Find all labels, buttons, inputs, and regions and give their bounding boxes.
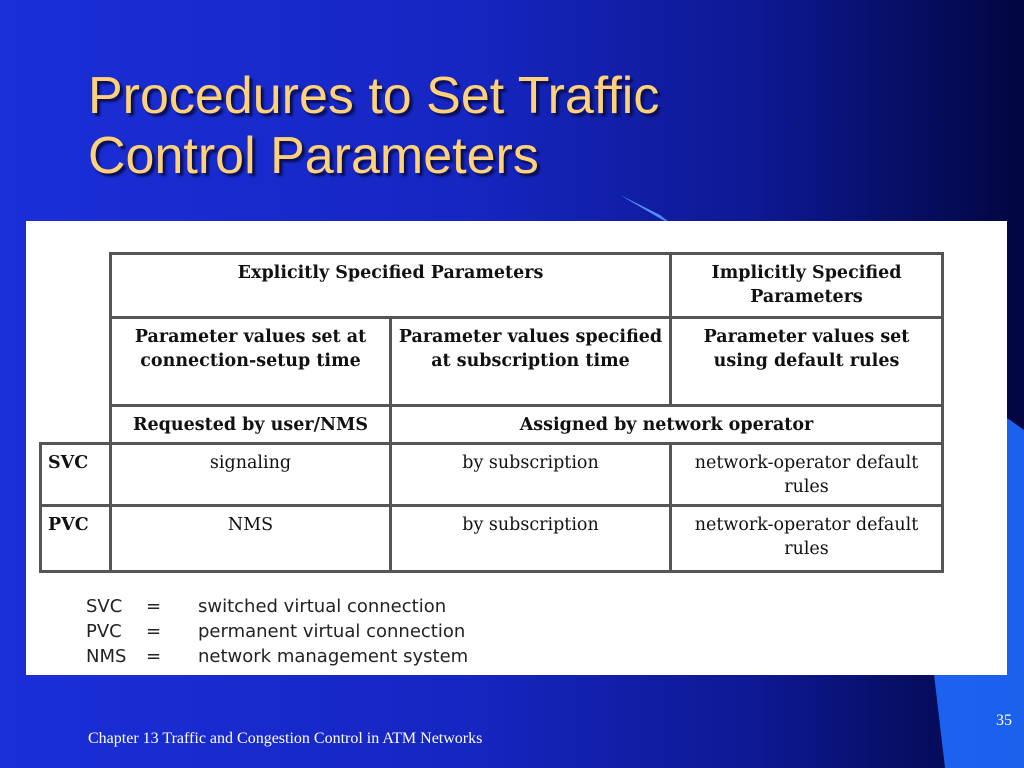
slide-title <box>88 66 888 186</box>
legend-equals: = <box>146 646 162 667</box>
legend-abbr: NMS <box>86 646 127 667</box>
table-corner <box>41 254 111 318</box>
legend-item <box>86 644 468 669</box>
assigned-by-cell: Assigned by network operator <box>391 406 943 444</box>
subheader-subscription: Parameter values specified at subscription time <box>391 318 671 406</box>
traffic-parameters-table <box>39 252 944 573</box>
abbreviation-legend <box>86 594 468 669</box>
subheader-setup: Parameter values set at connection-setup time <box>111 318 391 406</box>
slide-footer: Chapter 13 Traffic and Congestion Control in ATM Networks <box>88 730 483 747</box>
legend-item <box>86 619 468 644</box>
header-explicit: Explicitly Specified Parameters <box>111 254 671 318</box>
table-row <box>41 506 943 572</box>
row-label-pvc: PVC <box>41 506 111 572</box>
pvc-col3: network-operator default rules <box>671 506 943 572</box>
pvc-col1: NMS <box>111 506 391 572</box>
row-label-svc: SVC <box>41 444 111 506</box>
svc-col2: by subscription <box>391 444 671 506</box>
legend-abbr: SVC <box>86 596 123 617</box>
figure-panel <box>26 221 1007 675</box>
table-row <box>41 254 943 318</box>
svc-col3: network-operator default rules <box>671 444 943 506</box>
legend-meaning: switched virtual connection <box>198 596 447 617</box>
table-row <box>41 444 943 506</box>
table-row <box>41 318 943 406</box>
legend-meaning: permanent virtual connection <box>198 621 466 642</box>
pvc-col2: by subscription <box>391 506 671 572</box>
legend-equals: = <box>146 621 162 642</box>
legend-item <box>86 594 468 619</box>
header-implicit: Implicitly Specified Parameters <box>671 254 943 318</box>
svc-col1: signaling <box>111 444 391 506</box>
title-line-1: Procedures to Set Traffic <box>88 67 660 125</box>
legend-equals: = <box>146 596 162 617</box>
title-line-2: Control Parameters <box>88 127 539 185</box>
requested-by-cell: Requested by user/NMS <box>111 406 391 444</box>
page-number: 35 <box>996 712 1012 729</box>
legend-meaning: network management system <box>198 646 469 667</box>
subheader-default: Parameter values set using default rules <box>671 318 943 406</box>
legend-abbr: PVC <box>86 621 122 642</box>
table-row <box>41 406 943 444</box>
